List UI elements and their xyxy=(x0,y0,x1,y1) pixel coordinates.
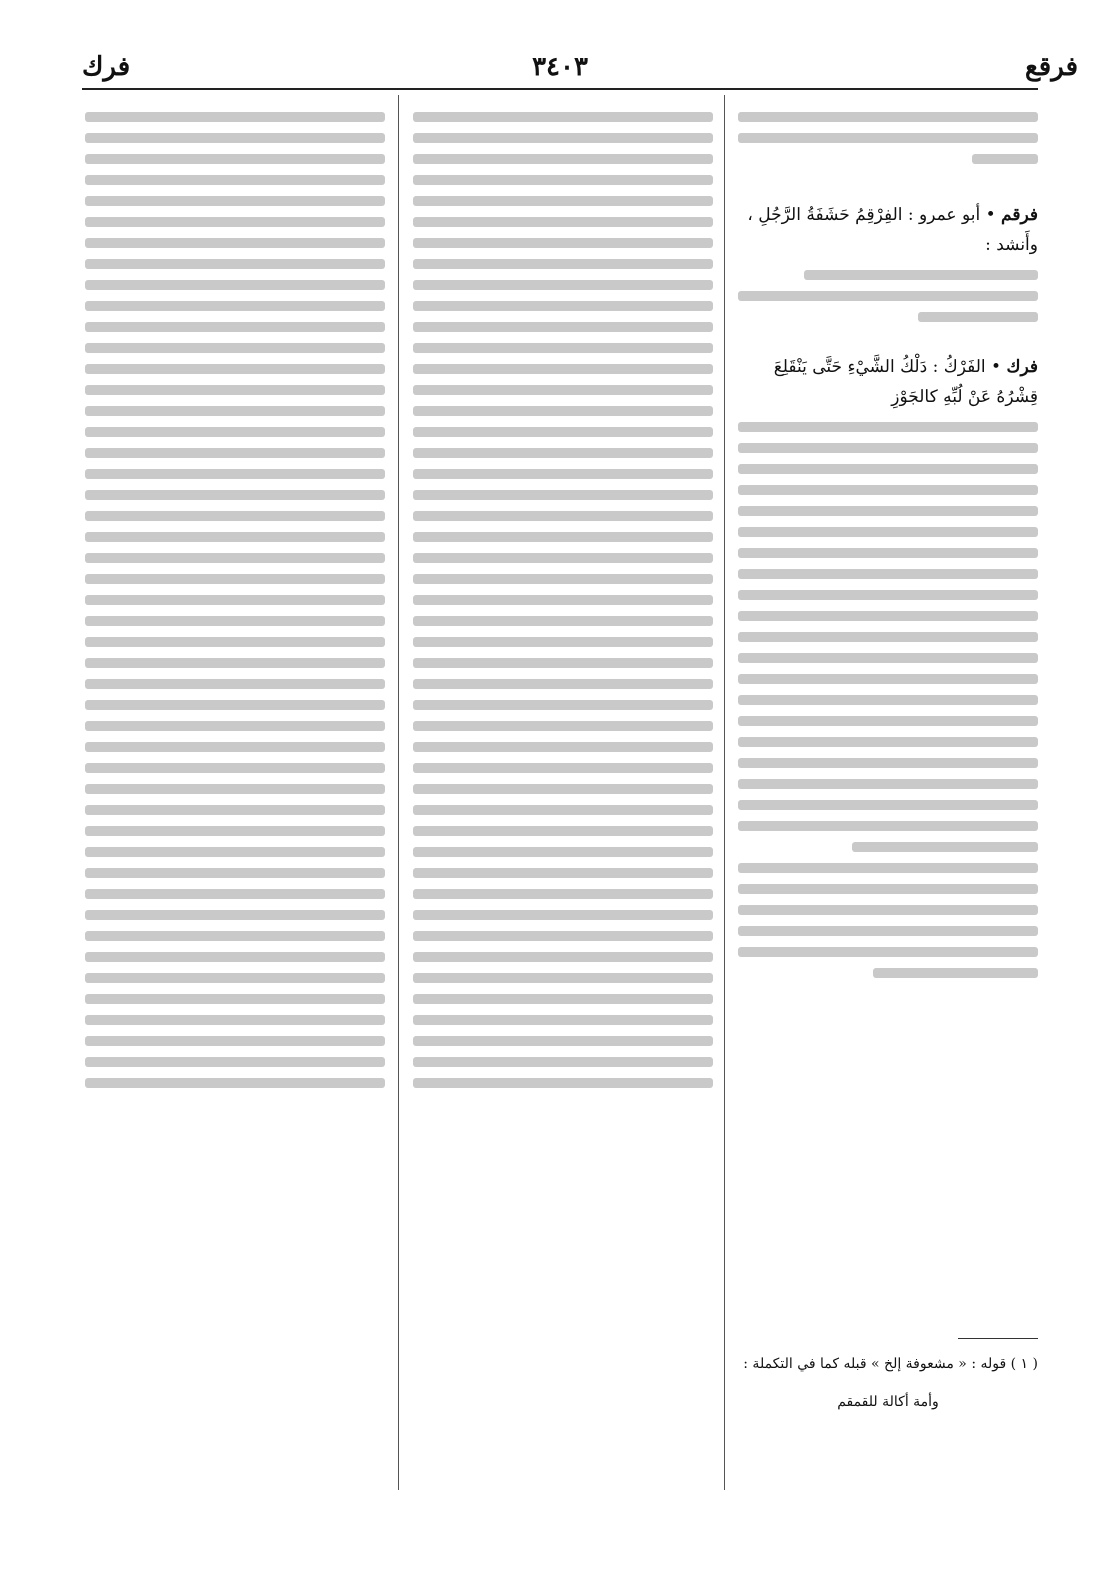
body-line xyxy=(738,548,1038,558)
body-line xyxy=(413,973,713,983)
body-line xyxy=(85,847,385,857)
page-number: ٣٤٠٣ xyxy=(532,52,588,82)
body-line xyxy=(738,464,1038,474)
body-line xyxy=(413,259,713,269)
body-line xyxy=(738,800,1038,810)
entry-firqim: فرقم • أبو عمرو : الفِرْقِمُ حَشَفَةُ الرَّجُلِ ، وأَنشد : xyxy=(747,205,1038,255)
body-line xyxy=(413,721,713,731)
body-line xyxy=(738,884,1038,894)
running-head-left: فرك xyxy=(82,52,131,82)
body-line xyxy=(85,574,385,584)
body-line xyxy=(85,133,385,143)
entry-fark: فرك • الفَرْكُ : دَلْكُ الشَّيْءِ حَتَّى يَنْقَلِعَ قِشْرُهُ عَنْ لُبِّهِ كالجَوْزِ xyxy=(773,357,1038,407)
body-line xyxy=(413,805,713,815)
body-line xyxy=(85,637,385,647)
column-left xyxy=(85,102,385,1099)
body-line xyxy=(413,1057,713,1067)
body-line xyxy=(918,312,1038,322)
body-line xyxy=(413,385,713,395)
body-line xyxy=(738,821,1038,831)
body-line xyxy=(413,595,713,605)
header-rule xyxy=(82,88,1038,90)
body-line xyxy=(413,658,713,668)
body-line xyxy=(85,343,385,353)
body-line xyxy=(413,931,713,941)
body-line xyxy=(85,805,385,815)
entry-headword: فرقم xyxy=(1001,205,1038,225)
body-line xyxy=(413,133,713,143)
body-line xyxy=(738,758,1038,768)
footnote-text: ( ١ ) قوله : « مشعوفة إلخ » قبله كما في التكملة : xyxy=(743,1356,1038,1372)
body-line xyxy=(413,448,713,458)
body-line xyxy=(85,448,385,458)
body-line xyxy=(85,742,385,752)
body-line xyxy=(85,175,385,185)
body-line xyxy=(738,506,1038,516)
body-line xyxy=(804,270,1038,280)
body-line xyxy=(738,133,1038,143)
body-line xyxy=(738,863,1038,873)
body-line xyxy=(85,322,385,332)
body-line xyxy=(738,926,1038,936)
body-line xyxy=(85,406,385,416)
body-line xyxy=(413,406,713,416)
body-line xyxy=(85,910,385,920)
body-line xyxy=(738,590,1038,600)
column-middle xyxy=(413,102,713,1099)
body-line xyxy=(738,443,1038,453)
body-line xyxy=(85,679,385,689)
body-line xyxy=(738,527,1038,537)
body-line xyxy=(413,112,713,122)
body-line xyxy=(85,973,385,983)
body-line xyxy=(85,658,385,668)
body-line xyxy=(413,1036,713,1046)
body-line xyxy=(85,301,385,311)
body-line xyxy=(413,637,713,647)
body-line xyxy=(85,217,385,227)
body-line xyxy=(738,653,1038,663)
body-line xyxy=(413,847,713,857)
body-line xyxy=(738,569,1038,579)
body-line xyxy=(85,1036,385,1046)
body-line xyxy=(85,784,385,794)
body-line xyxy=(413,1015,713,1025)
body-line xyxy=(85,763,385,773)
entry-headword: فرك xyxy=(1006,357,1038,377)
entry-opening: الفَرْكُ : دَلْكُ الشَّيْءِ حَتَّى يَنْقَلِعَ قِشْرُهُ عَنْ لُبِّهِ كالجَوْزِ xyxy=(773,357,1038,407)
body-line xyxy=(85,427,385,437)
body-line xyxy=(413,553,713,563)
body-line xyxy=(738,674,1038,684)
body-line xyxy=(85,700,385,710)
body-line xyxy=(85,1015,385,1025)
body-line xyxy=(413,868,713,878)
body-line xyxy=(85,889,385,899)
body-line xyxy=(85,826,385,836)
body-line xyxy=(413,574,713,584)
body-line xyxy=(85,1057,385,1067)
body-line xyxy=(85,196,385,206)
body-line xyxy=(738,291,1038,301)
body-line xyxy=(413,427,713,437)
running-head-right: فرقع xyxy=(1024,52,1078,82)
body-line xyxy=(738,905,1038,915)
body-line xyxy=(85,238,385,248)
body-line xyxy=(413,616,713,626)
body-line xyxy=(413,910,713,920)
body-line xyxy=(85,385,385,395)
body-line xyxy=(413,763,713,773)
body-line xyxy=(413,175,713,185)
body-line xyxy=(738,716,1038,726)
body-line xyxy=(413,490,713,500)
body-line xyxy=(413,469,713,479)
body-line xyxy=(852,842,1038,852)
body-line xyxy=(413,154,713,164)
body-line xyxy=(85,280,385,290)
body-line xyxy=(85,616,385,626)
body-line xyxy=(85,532,385,542)
body-line xyxy=(85,490,385,500)
body-line xyxy=(85,154,385,164)
column-divider xyxy=(724,95,725,1490)
body-line xyxy=(738,947,1038,957)
column-right xyxy=(738,102,1038,989)
body-line xyxy=(413,679,713,689)
body-line xyxy=(413,280,713,290)
body-line xyxy=(413,364,713,374)
body-line xyxy=(85,511,385,521)
body-line xyxy=(413,322,713,332)
body-line xyxy=(413,1078,713,1088)
footnote-verse: وأمة أكالة للقمقم xyxy=(837,1394,939,1410)
entry-opening: أبو عمرو : الفِرْقِمُ حَشَفَةُ الرَّجُلِ ، وأَنشد : xyxy=(747,205,1038,255)
body-line xyxy=(413,994,713,1004)
body-line xyxy=(413,952,713,962)
body-line xyxy=(85,1078,385,1088)
body-line xyxy=(972,154,1038,164)
body-line xyxy=(738,422,1038,432)
body-line xyxy=(738,485,1038,495)
body-line xyxy=(873,968,1038,978)
body-line xyxy=(85,364,385,374)
body-line xyxy=(738,695,1038,705)
body-line xyxy=(85,112,385,122)
body-line xyxy=(738,611,1038,621)
body-line xyxy=(85,259,385,269)
body-line xyxy=(413,532,713,542)
body-line xyxy=(413,217,713,227)
body-line xyxy=(413,889,713,899)
body-line xyxy=(413,511,713,521)
body-line xyxy=(413,238,713,248)
footnote xyxy=(738,1352,1038,1414)
body-line xyxy=(413,196,713,206)
body-line xyxy=(85,553,385,563)
body-line xyxy=(738,737,1038,747)
body-line xyxy=(413,343,713,353)
body-line xyxy=(85,952,385,962)
body-line xyxy=(85,994,385,1004)
body-line xyxy=(738,632,1038,642)
body-line xyxy=(413,784,713,794)
body-line xyxy=(85,931,385,941)
column-divider xyxy=(398,95,399,1490)
body-line xyxy=(413,742,713,752)
body-line xyxy=(413,301,713,311)
footnote-rule xyxy=(958,1338,1038,1339)
body-line xyxy=(738,779,1038,789)
body-line xyxy=(738,112,1038,122)
body-line xyxy=(85,469,385,479)
body-line xyxy=(85,868,385,878)
body-line xyxy=(85,721,385,731)
body-line xyxy=(85,595,385,605)
body-line xyxy=(413,700,713,710)
body-line xyxy=(413,826,713,836)
